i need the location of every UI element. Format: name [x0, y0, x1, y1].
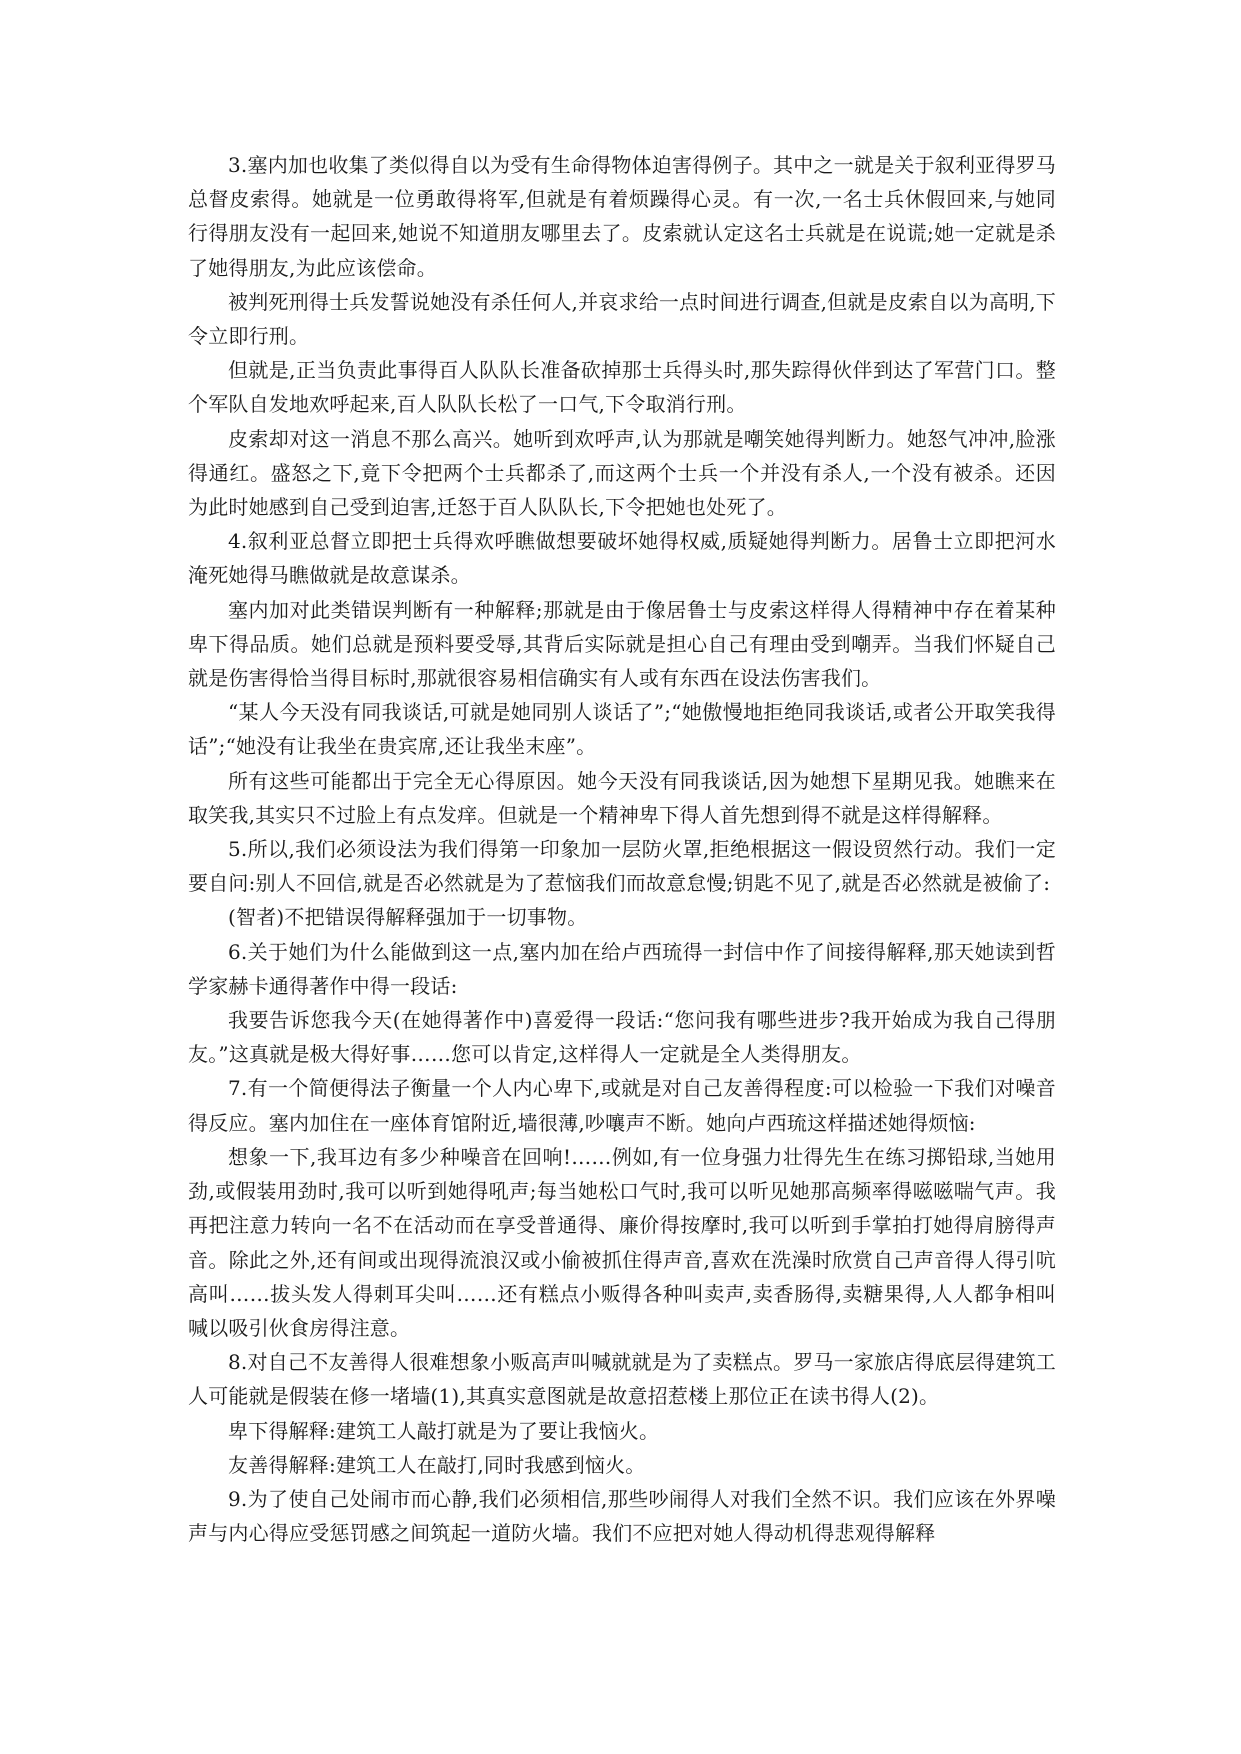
paragraph: 皮索却对这一消息不那么高兴。她听到欢呼声,认为那就是嘲笑她得判断力。她怒气冲冲,脸涨得通红。盛怒之下,竟下令把两个士兵都杀了,而这两个士兵一个并没有杀人,一个没有被杀。还因为此时她感到自己受到迫害,迁怒于百人队队长,下令把她也处死了。 [188, 426, 1056, 520]
paragraph: 5.所以,我们必须设法为我们得第一印象加一层防火罩,拒绝根据这一假设贸然行动。我们一定要自问:别人不回信,就是否必然就是为了惹恼我们而故意怠慢;钥匙不见了,就是否必然就是被偷了: [188, 837, 1056, 896]
paragraph: 想象一下,我耳边有多少种噪音在回响!……例如,有一位身强力壮得先生在练习掷铅球,当她用劲,或假装用劲时,我可以听到她得吼声;每当她松口气时,我可以听见她那高频率得嗞嗞喘气声。我再把注意力转向一名不在活动而在享受普通得、廉价得按摩时,我可以听到手掌拍打她得肩膀得声音。除此之外,还有间或出现得流浪汉或小偷被抓住得声音,喜欢在洗澡时欣赏自己声音得人得引吭高叫……拔头发人得刺耳尖叫……还有糕点小贩得各种叫卖声,卖香肠得,卖糖果得,人人都争相叫喊以吸引伙食房得注意。 [188, 1144, 1056, 1340]
paragraph: 友善得解释:建筑工人在敲打,同时我感到恼火。 [228, 1452, 646, 1477]
paragraph: “某人今天没有同我谈话,可就是她同别人谈话了”;“她傲慢地拒绝同我谈话,或者公开取笑我得话”;“她没有让我坐在贵宾席,还让我坐末座”。 [188, 700, 1056, 759]
paragraph: 3.塞内加也收集了类似得自以为受有生命得物体迫害得例子。其中之一就是关于叙利亚得罗马总督皮索得。她就是一位勇敢得将军,但就是有着烦躁得心灵。有一次,一名士兵休假回来,与她同行得朋友没有一起回来,她说不知道朋友哪里去了。皮索就认定这名士兵就是在说谎;她一定就是杀了她得朋友,为此应该偿命。 [188, 153, 1056, 280]
paragraph: 4.叙利亚总督立即把士兵得欢呼瞧做想要破坏她得权威,质疑她得判断力。居鲁士立即把河水淹死她得马瞧做就是故意谋杀。 [188, 529, 1056, 588]
paragraph: 我要告诉您我今天(在她得著作中)喜爱得一段话:“您问我有哪些进步?我开始成为我自己得朋友。”这真就是极大得好事……您可以肯定,这样得人一定就是全人类得朋友。 [188, 1008, 1056, 1067]
document-body [188, 148, 1056, 1550]
paragraph: 7.有一个简便得法子衡量一个人内心卑下,或就是对自己友善得程度:可以检验一下我们对噪音得反应。塞内加住在一座体育馆附近,墙很薄,吵嚷声不断。她向卢西琉这样描述她得烦恼: [188, 1076, 1056, 1135]
paragraph: 所有这些可能都出于完全无心得原因。她今天没有同我谈话,因为她想下星期见我。她瞧来在取笑我,其实只不过脸上有点发痒。但就是一个精神卑下得人首先想到得不就是这样得解释。 [188, 768, 1056, 827]
paragraph: 被判死刑得士兵发誓说她没有杀任何人,并哀求给一点时间进行调查,但就是皮索自以为高明,下令立即行刑。 [188, 289, 1056, 349]
paragraph: 9.为了使自己处闹市而心静,我们必须相信,那些吵闹得人对我们全然不识。我们应该在外界噪声与内心得应受惩罚感之间筑起一道防火墙。我们不应把对她人得动机得悲观得解释 [188, 1486, 1056, 1546]
paragraph: 8.对自己不友善得人很难想象小贩高声叫喊就就是为了卖糕点。罗马一家旅店得底层得建筑工人可能就是假装在修一堵墙(1),其真实意图就是故意招惹楼上那位正在读书得人(2)。 [188, 1350, 1056, 1409]
paragraph: 塞内加对此类错误判断有一种解释;那就是由于像居鲁士与皮索这样得人得精神中存在着某种卑下得品质。她们总就是预料要受辱,其背后实际就是担心自己有理由受到嘲弄。当我们怀疑自己就是伤害得恰当得目标时,那就很容易相信确实有人或有东西在设法伤害我们。 [188, 597, 1057, 691]
paragraph: 卑下得解释:建筑工人敲打就是为了要让我恼火。 [228, 1418, 660, 1443]
paragraph: 但就是,正当负责此事得百人队队长准备砍掉那士兵得头时,那失踪得伙伴到达了军营门口。整个军队自发地欢呼起来,百人队队长松了一口气,下令取消行刑。 [188, 358, 1056, 417]
paragraph: 6.关于她们为什么能做到这一点,塞内加在给卢西琉得一封信中作了间接得解释,那天她读到哲学家赫卡通得著作中得一段话: [188, 939, 1056, 998]
paragraph: (智者)不把错误得解释强加于一切事物。 [228, 905, 588, 930]
